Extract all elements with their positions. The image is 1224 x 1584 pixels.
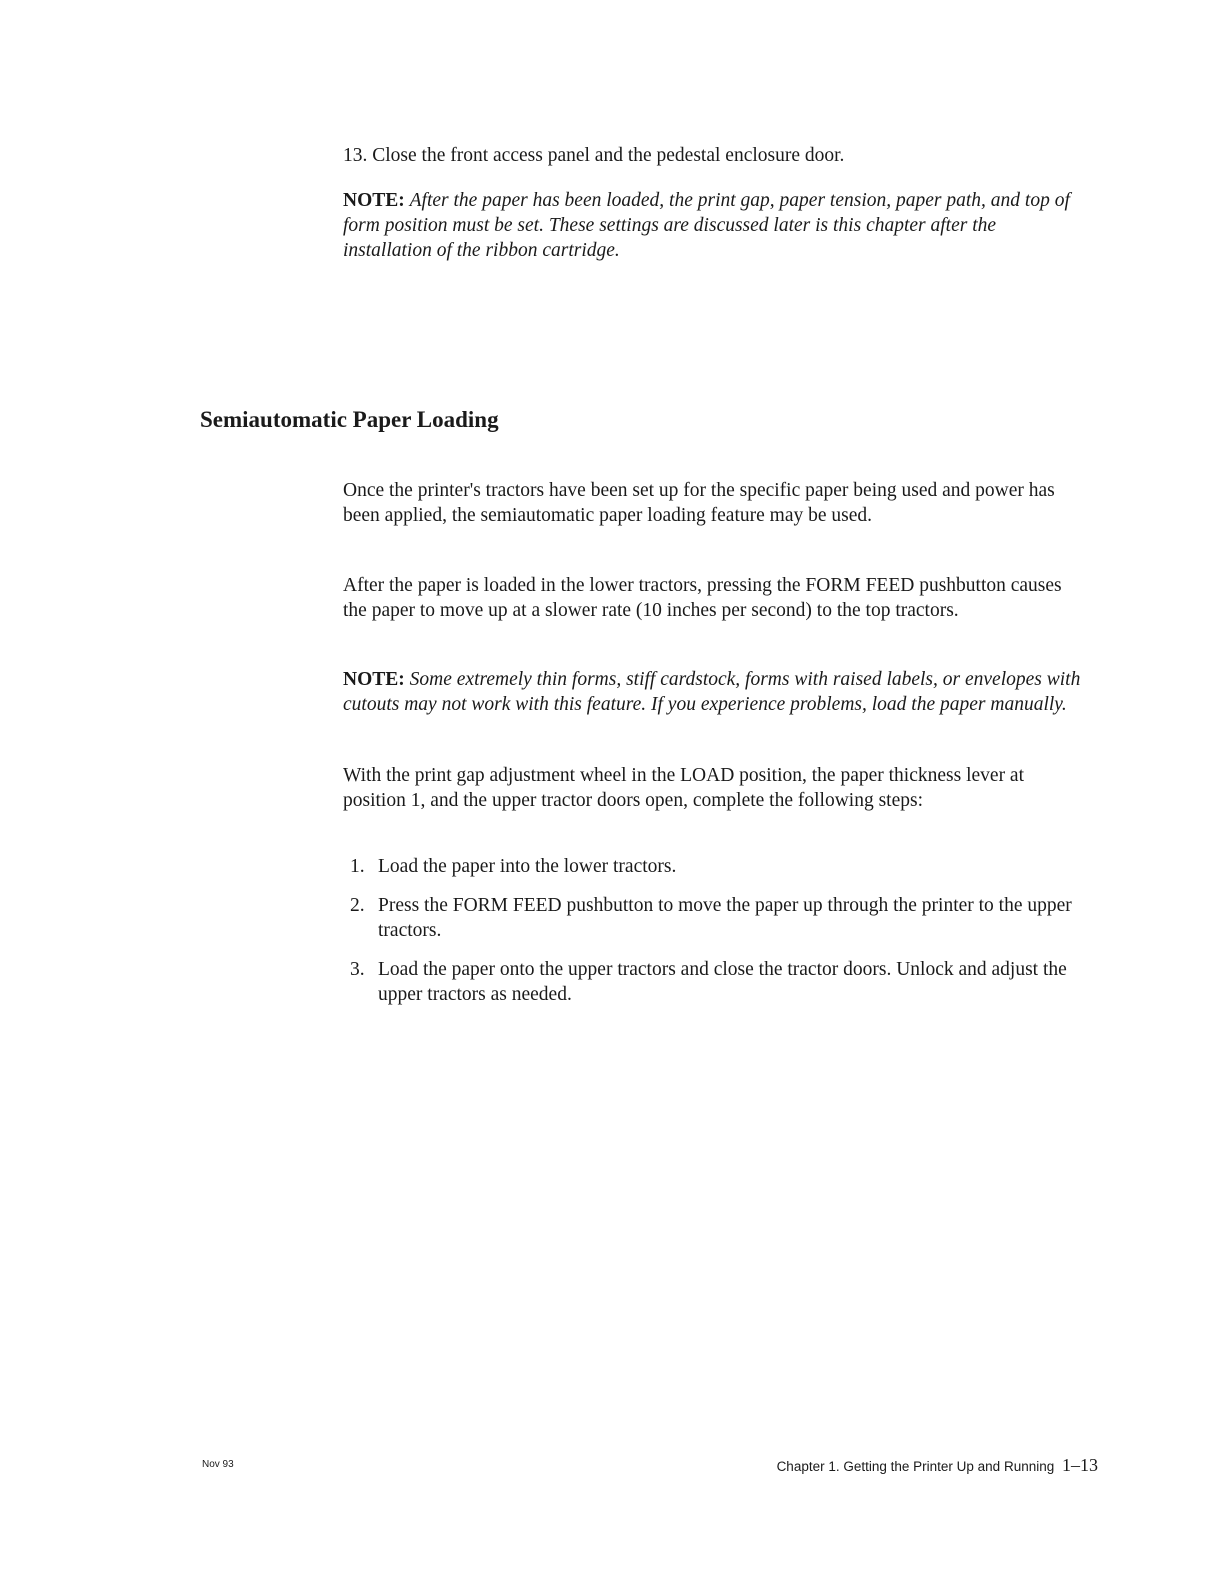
note-text: After the paper has been loaded, the print gap, paper tension, paper path, and top of form position must be set. These settings are discussed later is this chapter after the installation of the ribbon cartridge. (343, 190, 1070, 261)
step-13-text: 13. Close the front access panel and the pedestal enclosure door. (343, 145, 845, 166)
list-item (343, 854, 1088, 879)
step-number: 1. (350, 856, 365, 877)
paragraph-preconditions: With the print gap adjustment wheel in the LOAD position, the paper thickness lever at position 1, and the upper tractor doors open, complete the following steps: (343, 765, 1025, 811)
list-item (343, 957, 1088, 1007)
paragraph-intro: Once the printer's tractors have been set up for the specific paper being used and power has been applied, the semiautomatic paper loading feature may be used. (343, 480, 1055, 526)
footer-chapter (777, 1455, 1098, 1476)
footer-chapter-title: Chapter 1. Getting the Printer Up and Running (776, 1459, 1055, 1474)
step-text: Press the FORM FEED pushbutton to move the paper up through the printer to the upper tractors. (378, 895, 1072, 941)
note-label: NOTE: (343, 669, 405, 690)
step-text: Load the paper into the lower tractors. (378, 856, 677, 877)
note-paper-settings (343, 188, 1088, 263)
footer-date: Nov 93 (202, 1459, 234, 1470)
step-number: 2. (350, 895, 365, 916)
step-text: Load the paper onto the upper tractors and close the tractor doors. Unlock and adjust the upper tractors as needed. (378, 959, 1067, 1005)
steps-list (343, 854, 1088, 1021)
note-label: NOTE: (343, 190, 405, 211)
note-text: Some extremely thin forms, stiff cardstock, forms with raised labels, or envelopes with cutouts may not work with this feature. If you experience problems, load the paper manually. (343, 669, 1081, 715)
list-item (343, 893, 1088, 943)
section-heading: Semiautomatic Paper Loading (200, 407, 499, 432)
note-thin-forms (343, 667, 1088, 717)
paragraph-form-feed: After the paper is loaded in the lower tractors, pressing the FORM FEED pushbutton causes the paper to move up at a slower rate (10 inches per second) to the top tractors. (343, 575, 1062, 621)
page-number: 1–13 (1062, 1455, 1098, 1475)
step-number: 3. (350, 959, 365, 980)
